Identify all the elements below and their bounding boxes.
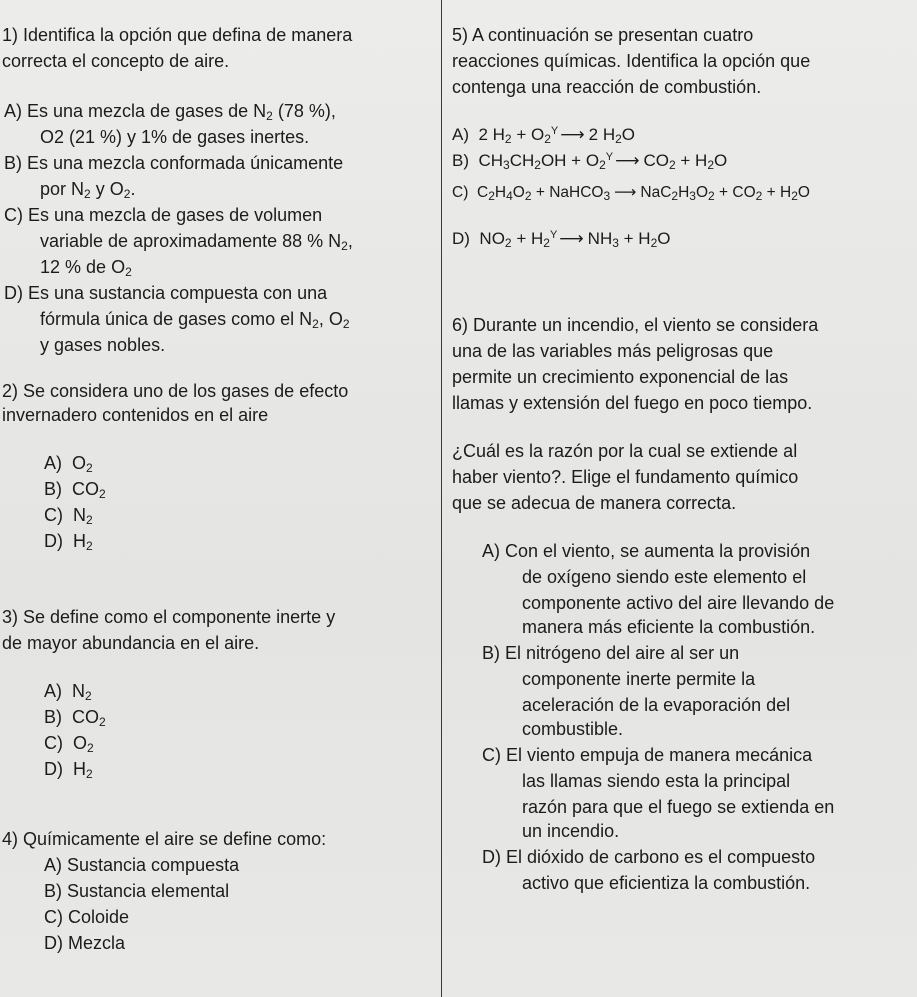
subscript: 2 <box>504 132 512 146</box>
formula-oh: OH <box>540 151 567 170</box>
subscript: 2 <box>123 187 131 201</box>
formula-co2: CO <box>732 184 756 201</box>
formula-o2: O <box>585 151 600 170</box>
subscript: 2 <box>86 513 93 527</box>
subscript: 2 <box>488 189 495 203</box>
q6-option-c-line2: las llamas siendo esta la principal <box>522 771 791 791</box>
q1-title-line1: 1) Identifica la opción que defina de manera <box>2 25 353 45</box>
subscript: 2 <box>708 189 715 203</box>
subscript: 2 <box>99 715 106 729</box>
subscript: 2 <box>791 189 798 203</box>
q4-option-b[interactable]: B) Sustancia elemental <box>44 881 230 901</box>
q6-title-line1: 6) Durante un incendio, el viento se considera <box>452 315 819 335</box>
q4-option-d[interactable]: D) Mezcla <box>44 933 126 953</box>
subscript: 2 <box>544 132 551 146</box>
label: D) <box>44 531 63 551</box>
formula-o2: O <box>512 184 525 201</box>
text: variable de aproximadamente 88 % <box>40 231 329 251</box>
q6-option-d[interactable]: D) El dióxido de carbono es el compuesto <box>482 847 816 867</box>
q2-option-b[interactable] <box>44 478 106 500</box>
q4-option-a[interactable]: A) Sustancia compuesta <box>44 855 240 875</box>
q6-question-line3: que se adecua de manera correcta. <box>452 493 737 513</box>
q1-a-text: A) Es una mezcla de gases de <box>4 101 254 121</box>
subscript: 3 <box>603 189 611 203</box>
formula-no2: N <box>479 229 492 248</box>
plus: + <box>531 184 550 201</box>
subscript: 2 <box>650 236 658 250</box>
text: , <box>347 231 353 251</box>
formula-h2: H <box>492 125 505 144</box>
formula-nac2: NaC <box>640 184 672 201</box>
q1-a-text-post: (78 %), <box>272 101 336 121</box>
subscript: 3 <box>689 189 696 203</box>
formula-o2: O <box>530 125 545 144</box>
formula-o2: O <box>73 733 88 753</box>
q6-option-b-line4: combustible. <box>522 719 624 739</box>
tick-mark: Y <box>605 151 614 163</box>
formula-o: O <box>714 151 728 170</box>
q5-title-line1: 5) A continuación se presentan cuatro <box>452 25 754 45</box>
formula-nahc: NaHC <box>549 184 592 201</box>
subscript: 2 <box>341 239 348 253</box>
label: B) <box>452 151 469 170</box>
formula-h4: H <box>494 184 507 201</box>
label: C) <box>452 184 469 201</box>
plus: + <box>618 229 639 248</box>
subscript: 2 <box>599 158 606 172</box>
subscript: 3 <box>612 236 619 250</box>
subscript: 2 <box>755 189 763 203</box>
formula-n2: N <box>253 101 267 121</box>
label: A) <box>44 681 62 701</box>
q6-option-a-line3: componente activo del aire llevando de <box>522 593 835 613</box>
q1-option-c-line3 <box>40 256 132 278</box>
plus: + <box>675 151 696 170</box>
q5-option-a[interactable] <box>452 124 635 148</box>
subscript: 2 <box>543 236 550 250</box>
subscript: 2 <box>86 539 93 553</box>
formula-o: O <box>657 229 671 248</box>
formula-o2: O <box>328 309 343 329</box>
q5-option-d[interactable] <box>452 228 671 252</box>
text: fórmula única de gases como el <box>40 309 300 329</box>
formula-n2: N <box>73 505 87 525</box>
q3-title-line1: 3) Se define como el componente inerte y <box>2 607 336 627</box>
formula-o: O <box>621 125 636 144</box>
q6-option-a-line2: de oxígeno siendo este elemento el <box>522 567 807 587</box>
plus: + <box>566 151 586 170</box>
q6-question-line2: haber viento?. Elige el fundamento químico <box>452 467 799 487</box>
q2-option-a[interactable] <box>44 452 93 474</box>
formula-n2: N <box>328 231 342 251</box>
arrow-icon: ⟶ <box>559 229 584 248</box>
plus: + <box>714 184 733 201</box>
q3-option-a[interactable] <box>44 680 92 702</box>
formula-n2: N <box>71 179 85 199</box>
q3-title-line2: de mayor abundancia en el aire. <box>2 633 260 653</box>
label: A) <box>452 125 469 144</box>
label: B) <box>44 479 62 499</box>
subscript: 2 <box>99 487 106 501</box>
q1-option-a-line2: O2 (21 %) y 1% de gases inertes. <box>40 127 310 147</box>
q1-option-d-line3: y gases nobles. <box>40 335 166 355</box>
label: D) <box>452 229 470 248</box>
q1-option-d-line2 <box>40 308 350 330</box>
arrow-icon: ⟶ <box>560 125 585 144</box>
q6-option-b-line2: componente inerte permite la <box>522 669 756 689</box>
q6-option-b[interactable]: B) El nitrógeno del aire al ser un <box>482 643 740 663</box>
q6-title-line4: llamas y extensión del fuego en poco tiempo. <box>452 393 813 413</box>
subscript: 2 <box>86 767 93 781</box>
formula-co2: CO <box>72 707 100 727</box>
tick-mark: Y <box>549 229 558 241</box>
q3-option-b[interactable] <box>44 706 106 728</box>
arrow-icon: ⟶ <box>615 151 640 170</box>
coefficient: 2 <box>478 125 493 144</box>
q1-option-d[interactable]: D) Es una sustancia compuesta con una <box>4 283 328 303</box>
q4-title: 4) Químicamente el aire se define como: <box>2 829 327 849</box>
formula-co2: CO <box>72 479 100 499</box>
formula-h2: H <box>73 531 87 551</box>
q5-option-b[interactable] <box>452 150 727 174</box>
q6-option-c-line3: razón para que el fuego se extienda en <box>522 797 835 817</box>
formula-ch2: CH <box>509 151 535 170</box>
formula-n2: N <box>299 309 313 329</box>
subscript: 2 <box>85 689 92 703</box>
subscript: 2 <box>668 158 676 172</box>
text: , <box>318 309 329 329</box>
label: D) <box>44 759 63 779</box>
q6-title-line3: permite un crecimiento exponencial de las <box>452 367 789 387</box>
text: por <box>40 179 72 199</box>
subscript: 2 <box>342 317 350 331</box>
q1-option-b[interactable]: B) Es una mezcla conformada únicamente <box>4 153 344 173</box>
q5-title-line3: contenga una reacción de combustión. <box>452 77 762 97</box>
q6-option-c-line4: un incendio. <box>522 821 620 841</box>
column-divider <box>441 0 442 997</box>
formula-c2: C <box>476 184 489 201</box>
label: B) <box>44 707 62 727</box>
q3-option-c[interactable] <box>44 732 94 754</box>
formula-o: O <box>797 184 810 201</box>
text: y <box>90 179 110 199</box>
plus: + <box>511 125 531 144</box>
q6-option-d-line2: activo que eficientiza la combustión. <box>522 873 811 893</box>
formula-o3: O <box>591 184 604 201</box>
subscript: 2 <box>266 109 273 123</box>
q6-option-c[interactable]: C) El viento empuja de manera mecánica <box>482 745 813 765</box>
q2-title-line1: 2) Se considera uno de los gases de efecto <box>2 381 349 401</box>
formula-h2: H <box>73 759 87 779</box>
q6-question-line1: ¿Cuál es la razón por la cual se extiende al <box>452 441 798 461</box>
subscript: 2 <box>707 158 714 172</box>
subscript: 2 <box>534 158 541 172</box>
subscript: 2 <box>125 265 132 279</box>
q1-option-a[interactable] <box>4 100 336 122</box>
q2-option-c[interactable] <box>44 504 93 526</box>
subscript: 2 <box>615 132 622 146</box>
formula-o2: O <box>111 257 126 277</box>
formula-ch3: CH <box>478 151 504 170</box>
q1-option-b-line2 <box>40 178 135 200</box>
plus: + <box>511 229 531 248</box>
formula-o2: O <box>109 179 124 199</box>
formula-o2: O <box>695 184 709 201</box>
formula-h2o: H <box>695 151 708 170</box>
formula-n2: N <box>72 681 86 701</box>
q3-option-d[interactable] <box>44 758 93 780</box>
subscript: 2 <box>86 461 93 475</box>
label: C) <box>44 505 63 525</box>
q4-option-c[interactable]: C) Coloide <box>44 907 130 927</box>
coefficient: 2 <box>588 125 603 144</box>
tick-mark: Y <box>550 125 559 137</box>
subscript: 2 <box>504 236 512 250</box>
subscript: 2 <box>87 741 94 755</box>
label: C) <box>44 733 63 753</box>
label: A) <box>44 453 62 473</box>
q1-option-c-line2 <box>40 230 353 252</box>
subscript: 2 <box>84 187 91 201</box>
subscript: 4 <box>506 189 513 203</box>
subscript: 3 <box>503 158 510 172</box>
formula-nh3: NH <box>587 229 613 248</box>
q6-option-a[interactable]: A) Con el viento, se aumenta la provisión <box>482 541 811 561</box>
q5-title-line2: reacciones químicas. Identifica la opción que <box>452 51 811 71</box>
subscript: 2 <box>312 317 319 331</box>
plus: + <box>762 184 780 201</box>
q5-option-c[interactable] <box>452 182 810 204</box>
formula-h2o: H <box>780 184 792 201</box>
formula-h2: H <box>530 229 544 248</box>
text: . <box>130 179 136 199</box>
q2-title-line2: invernadero contenidos en el aire <box>2 405 269 425</box>
subscript: 2 <box>524 189 532 203</box>
formula-co2: CO <box>643 151 669 170</box>
q6-option-a-line4: manera más eficiente la combustión. <box>522 617 816 637</box>
subscript: 2 <box>671 189 679 203</box>
arrow-icon: ⟶ <box>614 184 637 201</box>
q6-title-line2: una de las variables más peligrosas que <box>452 341 774 361</box>
q1-option-c[interactable]: C) Es una mezcla de gases de volumen <box>4 205 323 225</box>
q2-option-d[interactable] <box>44 530 93 552</box>
text: 12 % de <box>40 257 112 277</box>
q6-option-b-line3: aceleración de la evaporación del <box>522 695 791 715</box>
formula-o2: O <box>491 229 505 248</box>
formula-h2o: H <box>602 125 616 144</box>
formula-h2o: H <box>638 229 651 248</box>
q1-title-line2: correcta el concepto de aire. <box>2 51 230 71</box>
formula-h3: H <box>678 184 690 201</box>
formula-o2: O <box>72 453 87 473</box>
